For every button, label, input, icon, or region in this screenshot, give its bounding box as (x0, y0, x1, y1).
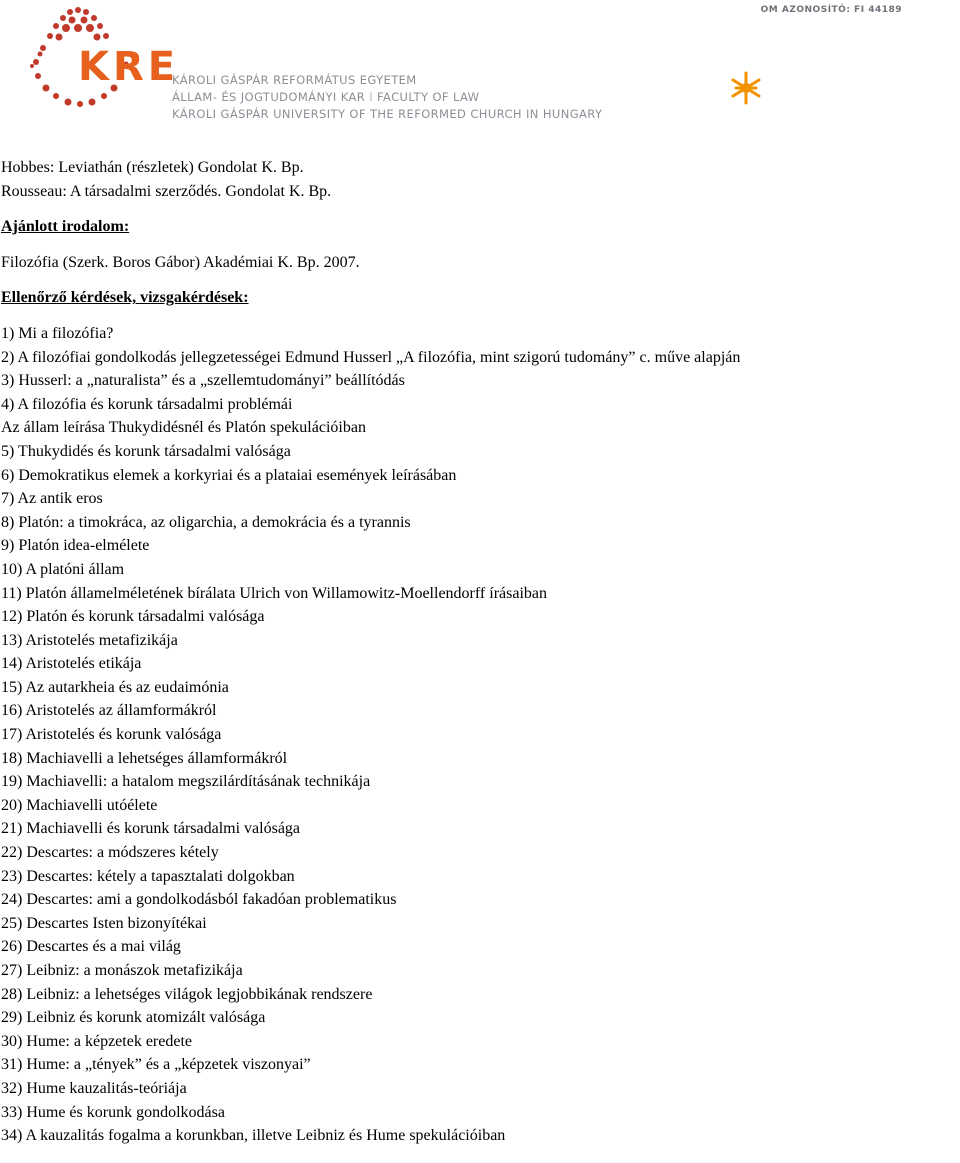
faculty-en: FACULTY OF LAW (377, 90, 480, 104)
reading-item: Hobbes: Leviathán (részletek) Gondolat K. Bp. (1, 159, 304, 176)
org-line-3: KÁROLI GÁSPÁR UNIVERSITY OF THE REFORMED CHURCH IN HUNGARY (172, 107, 603, 121)
faculty-hu: ÁLLAM- ÉS JOGTUDOMÁNYI KAR (172, 90, 366, 104)
question-item: 21) Machiavelli és korunk társadalmi valósága (1, 820, 301, 838)
question-item: 18) Machiavelli a lehetséges államformákról (1, 749, 288, 767)
question-item: 8) Platón: a timokráca, az oligarchia, a demokrácia és a tyrannis (1, 513, 411, 531)
om-identifier: OM AZONOSÍTÓ: FI 44189 (760, 5, 902, 15)
question-item: 28) Leibniz: a lehetséges világok legjobbikának rendszere (1, 985, 373, 1003)
questions-list (0, 322, 960, 1148)
question-item: 31) Hume: a „tények” és a „képzetek viszonyai” (1, 1056, 311, 1074)
logo-wordmark: KRE (78, 44, 180, 90)
question-item: 13) Aristotelés metafizikája (1, 631, 178, 649)
question-item: 14) Aristotelés etikája (1, 655, 142, 673)
page-header (0, 0, 960, 135)
question-item: 11) Platón államelméletének bírálata Ulrich von Willamowitz-Moellendorff írásaiban (1, 584, 547, 602)
question-item: 22) Descartes: a módszeres kétely (1, 844, 219, 862)
question-item: 29) Leibniz és korunk atomizált valósága (1, 1009, 266, 1027)
institution-name (172, 72, 602, 123)
question-item: 26) Descartes és a mai világ (1, 938, 181, 956)
question-item: 25) Descartes Isten bizonyítékai (1, 914, 207, 932)
question-item: 5) Thukydidés és korunk társadalmi valósága (1, 442, 291, 460)
question-item: 1) Mi a filozófia? (1, 324, 114, 342)
question-item: 30) Hume: a képzetek eredete (1, 1032, 193, 1050)
org-line-2 (172, 89, 602, 106)
question-item: 24) Descartes: ami a gondolkodásból fakadóan problematikus (1, 891, 397, 909)
recommended-heading: Ajánlott irodalom: (1, 218, 130, 236)
question-item: 15) Az autarkheia és az eudaimónia (1, 678, 229, 696)
question-item: Az állam leírása Thukydidésnél és Platón spekulációiban (1, 419, 366, 437)
question-item: 10) A platóni állam (1, 560, 125, 578)
question-item: 4) A filozófia és korunk társadalmi problémái (1, 395, 293, 413)
question-item: 17) Aristotelés és korunk valósága (1, 726, 222, 744)
question-item: 16) Aristotelés az államformákról (1, 702, 217, 720)
question-item: 23) Descartes: kétely a tapasztalati dolgokban (1, 867, 295, 885)
reading-item: Rousseau: A társadalmi szerződés. Gondolat K. Bp. (1, 182, 332, 200)
star-icon (728, 70, 764, 106)
document-body (0, 156, 960, 1148)
recommended-item: Filozófia (Szerk. Boros Gábor) Akadémiai K. Bp. 2007. (1, 253, 360, 271)
question-item: 19) Machiavelli: a hatalom megszilárdításának technikája (1, 773, 371, 791)
org-line-1: KÁROLI GÁSPÁR REFORMÁTUS EGYETEM (172, 73, 417, 87)
question-item: 9) Platón idea-elmélete (1, 537, 150, 555)
question-item: 3) Husserl: a „naturalista” és a „szellemtudományi” beállítódás (1, 372, 405, 390)
question-item: 34) A kauzalitás fogalma a korunkban, illetve Leibniz és Hume spekulációiban (1, 1127, 506, 1145)
question-item: 6) Demokratikus elemek a korkyriai és a plataiai események leírásában (1, 466, 457, 484)
question-item: 12) Platón és korunk társadalmi valósága (1, 608, 265, 626)
question-item: 32) Hume kauzalitás-teóriája (1, 1079, 187, 1097)
question-item: 2) A filozófiai gondolkodás jellegzetességei Edmund Husserl „A filozófia, mint szigorú tudomány” c. műve alapján (1, 348, 741, 366)
questions-heading: Ellenőrző kérdések, vizsgakérdések: (1, 289, 249, 307)
question-item: 33) Hume és korunk gondolkodása (1, 1103, 225, 1121)
question-item: 20) Machiavelli utóélete (1, 796, 158, 814)
question-item: 27) Leibniz: a monászok metafizikája (1, 962, 243, 979)
separator: I (369, 90, 373, 104)
question-item: 7) Az antik eros (1, 490, 103, 508)
